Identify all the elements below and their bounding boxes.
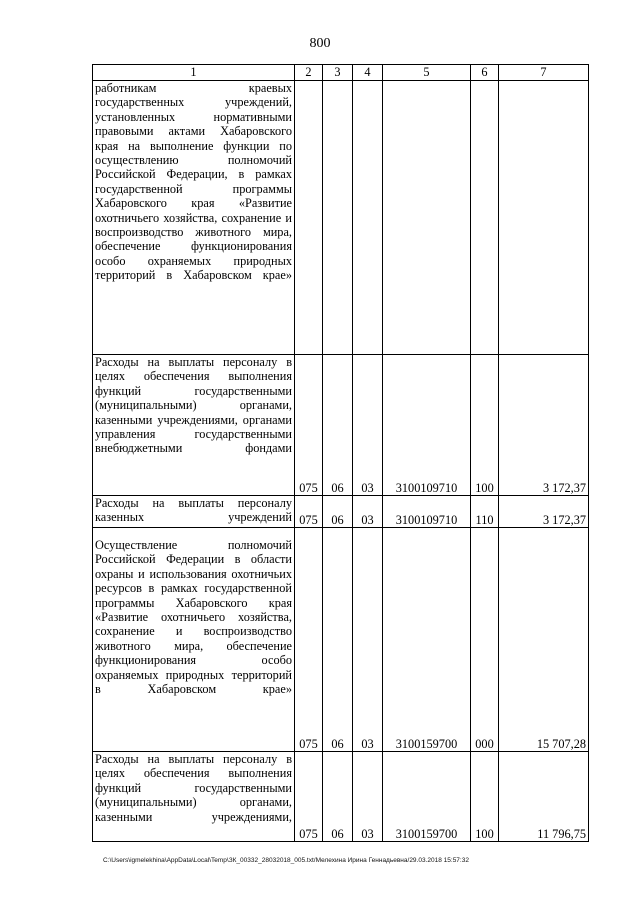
- row-description: Осуществление полномочий Российской Федерации в области охраны и использования охотничьих ресурсов в рамках государственной программы Хабаровского края «Развитие охотничьего хозяйства, сохранение и воспроизводство животного мира, обеспечение функционирования особо охраняемых природных территорий в Хабаровском крае»: [93, 528, 295, 752]
- row-description: Расходы на выплаты персоналу казенных учреждений: [93, 496, 295, 528]
- column-header: 1: [93, 65, 295, 81]
- column-header: 6: [471, 65, 499, 81]
- budget-table: [92, 64, 589, 842]
- code-expense-type: 110: [471, 496, 499, 528]
- code-subsection: 03: [353, 496, 383, 528]
- code-section: 06: [323, 355, 353, 496]
- table-row: [93, 752, 589, 842]
- code-admin: 075: [295, 528, 323, 752]
- page-number: 800: [309, 36, 331, 51]
- table-row: [93, 355, 589, 496]
- column-header: 5: [383, 65, 471, 81]
- amount: [499, 81, 589, 355]
- column-header: 3: [323, 65, 353, 81]
- row-description: Расходы на выплаты персоналу в целях обеспечения выполнения функций государственными (муниципальными) органами, казенными учреждениями,: [93, 752, 295, 842]
- code-target: [383, 81, 471, 355]
- code-subsection: 03: [353, 752, 383, 842]
- table-row: [93, 496, 589, 528]
- code-section: 06: [323, 528, 353, 752]
- table-row: [93, 81, 589, 355]
- code-subsection: [353, 81, 383, 355]
- amount: 3 172,37: [499, 496, 589, 528]
- code-admin: [295, 81, 323, 355]
- code-admin: 075: [295, 496, 323, 528]
- code-admin: 075: [295, 752, 323, 842]
- row-description: работникам краевых государственных учреждений, установленных нормативными правовыми актами Хабаровского края на выполнение функции по осуществлению полномочий Российской Федерации, в рамках государственной программы Хабаровского края «Развитие охотничьего хозяйства, сохранение и воспроизводство животного мира, обеспечение функционирования особо охраняемых природных территорий в Хабаровском крае»: [93, 81, 295, 355]
- code-admin: 075: [295, 355, 323, 496]
- code-target: 3100159700: [383, 752, 471, 842]
- column-header: 2: [295, 65, 323, 81]
- row-description: Расходы на выплаты персоналу в целях обеспечения выполнения функций государственными (муниципальными) органами, казенными учреждениями, органами управления государственными внебюджетными фондами: [93, 355, 295, 496]
- code-expense-type: 000: [471, 528, 499, 752]
- column-header: 4: [353, 65, 383, 81]
- table-header-row: [93, 65, 589, 81]
- code-target: 3100159700: [383, 528, 471, 752]
- code-section: 06: [323, 752, 353, 842]
- code-expense-type: [471, 81, 499, 355]
- code-expense-type: 100: [471, 752, 499, 842]
- column-header: 7: [499, 65, 589, 81]
- code-target: 3100109710: [383, 496, 471, 528]
- code-subsection: 03: [353, 528, 383, 752]
- code-subsection: 03: [353, 355, 383, 496]
- code-section: [323, 81, 353, 355]
- amount: 3 172,37: [499, 355, 589, 496]
- code-expense-type: 100: [471, 355, 499, 496]
- code-section: 06: [323, 496, 353, 528]
- file-path-footer: C:\Users\igmelekhina\AppData\Local\Temp\ЗК_00332_28032018_005.txt/Мелехина Ирина Геннадьевна/29.03.2018 15:57:32: [103, 857, 469, 864]
- amount: 11 796,75: [499, 752, 589, 842]
- table-row: [93, 528, 589, 752]
- amount: 15 707,28: [499, 528, 589, 752]
- code-target: 3100109710: [383, 355, 471, 496]
